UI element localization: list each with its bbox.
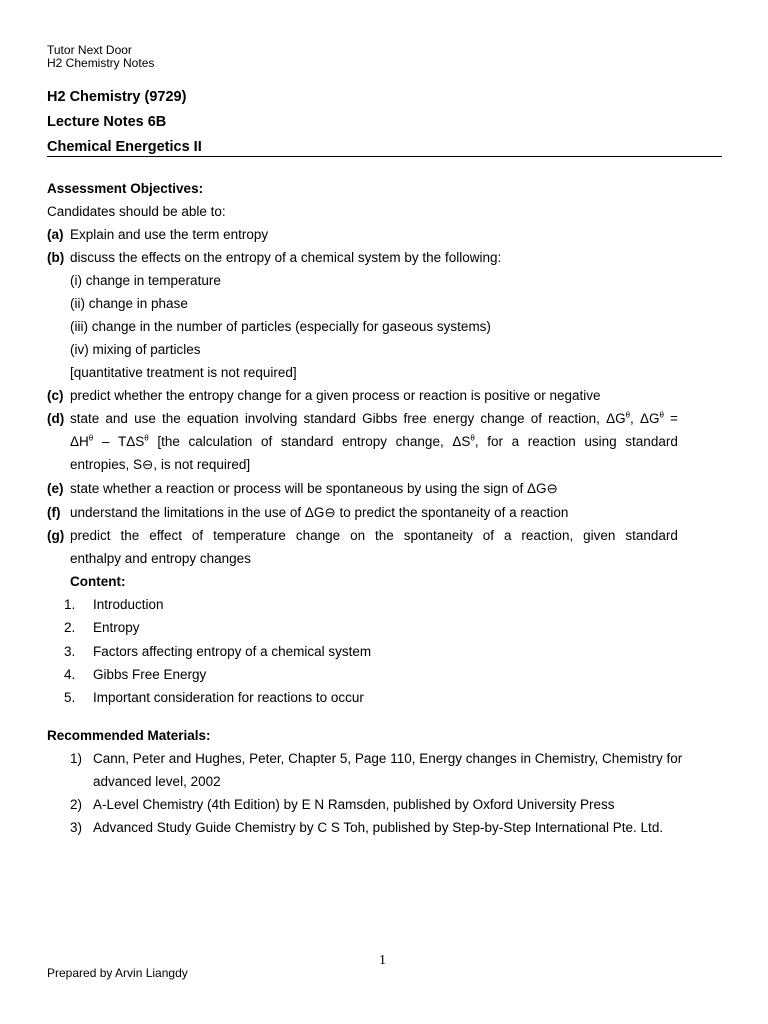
word: free xyxy=(403,411,427,426)
word: the xyxy=(161,411,181,426)
word: the xyxy=(120,528,140,543)
word: for xyxy=(487,434,503,449)
objectives-intro: Candidates should be able to: xyxy=(47,204,226,219)
word: of xyxy=(482,528,495,543)
objective-label-g: (g) xyxy=(47,528,65,543)
materials-heading: Recommended Materials: xyxy=(47,728,211,743)
word: spontaneity xyxy=(403,528,473,543)
content-item-number: 2. xyxy=(64,620,76,635)
topic-title: Chemical Energetics II xyxy=(47,139,202,155)
word: a xyxy=(503,528,512,543)
objective-label-f: (f) xyxy=(47,505,61,520)
header-tutor-name: Tutor Next Door xyxy=(47,43,132,57)
word: the xyxy=(375,528,394,543)
objective-label-a: (a) xyxy=(47,227,64,242)
content-item: Entropy xyxy=(93,620,140,635)
delta-s-symbol: $\Delta S^\theta$, xyxy=(452,433,479,449)
word: change xyxy=(295,528,341,543)
objective-f-text: understand the limitations in the use of ΔG⊖ to predict the spontaneity of a reaction xyxy=(70,505,569,520)
standard-state-superscript: θ xyxy=(470,433,475,443)
objective-d-line3: entropies, S⊖, is not required] xyxy=(70,457,251,472)
objective-c-text: predict whether the entropy change for a given process or reaction is positive or negative xyxy=(70,388,601,403)
word: a xyxy=(511,434,520,449)
word: energy xyxy=(432,411,475,426)
word: standard xyxy=(280,434,334,449)
lecture-title: Lecture Notes 6B xyxy=(47,114,167,130)
objective-b-subitem: (i) change in temperature xyxy=(70,273,221,288)
content-item: Gibbs Free Energy xyxy=(93,667,207,682)
objective-label-d: (d) xyxy=(47,411,65,426)
word: = xyxy=(670,411,678,426)
objective-b-subitem: (iii) change in the number of particles (especially for gaseous systems) xyxy=(70,319,491,334)
standard-state-superscript: θ xyxy=(88,433,94,443)
content-item: Introduction xyxy=(93,597,164,612)
word: effect xyxy=(149,528,182,543)
objective-a-text: Explain and use the term entropy xyxy=(70,227,269,242)
standard-state-superscript: θ xyxy=(625,410,631,420)
objective-b-text: discuss the effects on the entropy of a chemical system by the following: xyxy=(70,250,502,265)
word: of xyxy=(260,434,273,449)
word: use xyxy=(134,411,156,426)
word: given xyxy=(583,528,616,543)
word: standard xyxy=(303,411,357,426)
word: calculation xyxy=(188,434,253,449)
word: standard xyxy=(625,434,678,449)
objective-d-line1 xyxy=(70,411,678,426)
standard-state-superscript: θ xyxy=(144,433,149,443)
objective-label-c: (c) xyxy=(47,388,64,403)
delta-g-symbol: $\Delta G^\theta$, xyxy=(606,410,634,426)
objective-label-b: (b) xyxy=(47,250,65,265)
page-number: 1 xyxy=(379,953,386,968)
content-item-number: 4. xyxy=(64,667,76,682)
word: state xyxy=(70,411,100,426)
word: predict xyxy=(70,528,111,543)
word: on xyxy=(350,528,366,543)
material-item-line: A-Level Chemistry (4th Edition) by E N Ramsden, published by Oxford University Press xyxy=(93,797,615,812)
word: and xyxy=(105,411,128,426)
objectives-heading: Assessment Objectives: xyxy=(47,181,204,196)
material-number: 2) xyxy=(70,797,83,812)
objective-g-line2: enthalpy and entropy changes xyxy=(70,551,251,566)
delta-g-symbol: $\Delta G^\theta$ xyxy=(639,410,664,426)
prepared-by: Prepared by Arvin Liangdy xyxy=(47,966,188,980)
objective-e-text: state whether a reaction or process will be spontaneous by using the sign of ΔG⊖ xyxy=(70,481,558,496)
objective-b-subitem: [quantitative treatment is not required] xyxy=(70,365,297,380)
material-item-line: Cann, Peter and Hughes, Peter, Chapter 5, Page 110, Energy changes in Chemistry, Chemistry for xyxy=(93,751,683,766)
material-number: 3) xyxy=(70,820,83,835)
objective-d-line2 xyxy=(70,434,678,449)
content-item: Important consideration for reactions to occur xyxy=(93,690,364,705)
word: [the xyxy=(157,434,180,449)
word: entropy xyxy=(342,434,388,449)
word: – xyxy=(101,434,110,449)
word: standard xyxy=(625,528,678,543)
header-notes-name: H2 Chemistry Notes xyxy=(47,56,155,70)
content-item: Factors affecting entropy of a chemical system xyxy=(93,644,372,659)
content-item-number: 1. xyxy=(64,597,76,612)
word: change, xyxy=(395,434,444,449)
objective-b-subitem: (ii) change in phase xyxy=(70,296,188,311)
word: reaction, xyxy=(548,411,600,426)
course-title: H2 Chemistry (9729) xyxy=(47,89,187,105)
content-item-number: 3. xyxy=(64,644,76,659)
word: of xyxy=(530,411,543,426)
standard-state-superscript: θ xyxy=(659,410,664,420)
content-heading: Content: xyxy=(70,574,126,589)
material-item-line: advanced level, 2002 xyxy=(93,774,221,789)
word: using xyxy=(584,434,617,449)
objective-b-subitem: (iv) mixing of particles xyxy=(70,342,201,357)
word: reaction, xyxy=(521,528,574,543)
word: involving xyxy=(244,411,298,426)
t-delta-s-symbol: $T\Delta S^\theta$ xyxy=(118,433,149,449)
material-item-line: Advanced Study Guide Chemistry by C S Toh, published by Step-by-Step International Pte. Ltd. xyxy=(93,820,664,835)
word: temperature xyxy=(213,528,286,543)
word: equation xyxy=(186,411,239,426)
objective-label-e: (e) xyxy=(47,481,64,496)
material-number: 1) xyxy=(70,751,83,766)
word: of xyxy=(191,528,204,543)
objective-g-line1 xyxy=(70,528,678,543)
title-divider xyxy=(47,156,722,157)
content-item-number: 5. xyxy=(64,690,76,705)
word: Gibbs xyxy=(362,411,398,426)
word: reaction xyxy=(527,434,576,449)
word: change xyxy=(480,411,525,426)
delta-h-symbol: $\Delta H^\theta$ xyxy=(70,433,94,449)
